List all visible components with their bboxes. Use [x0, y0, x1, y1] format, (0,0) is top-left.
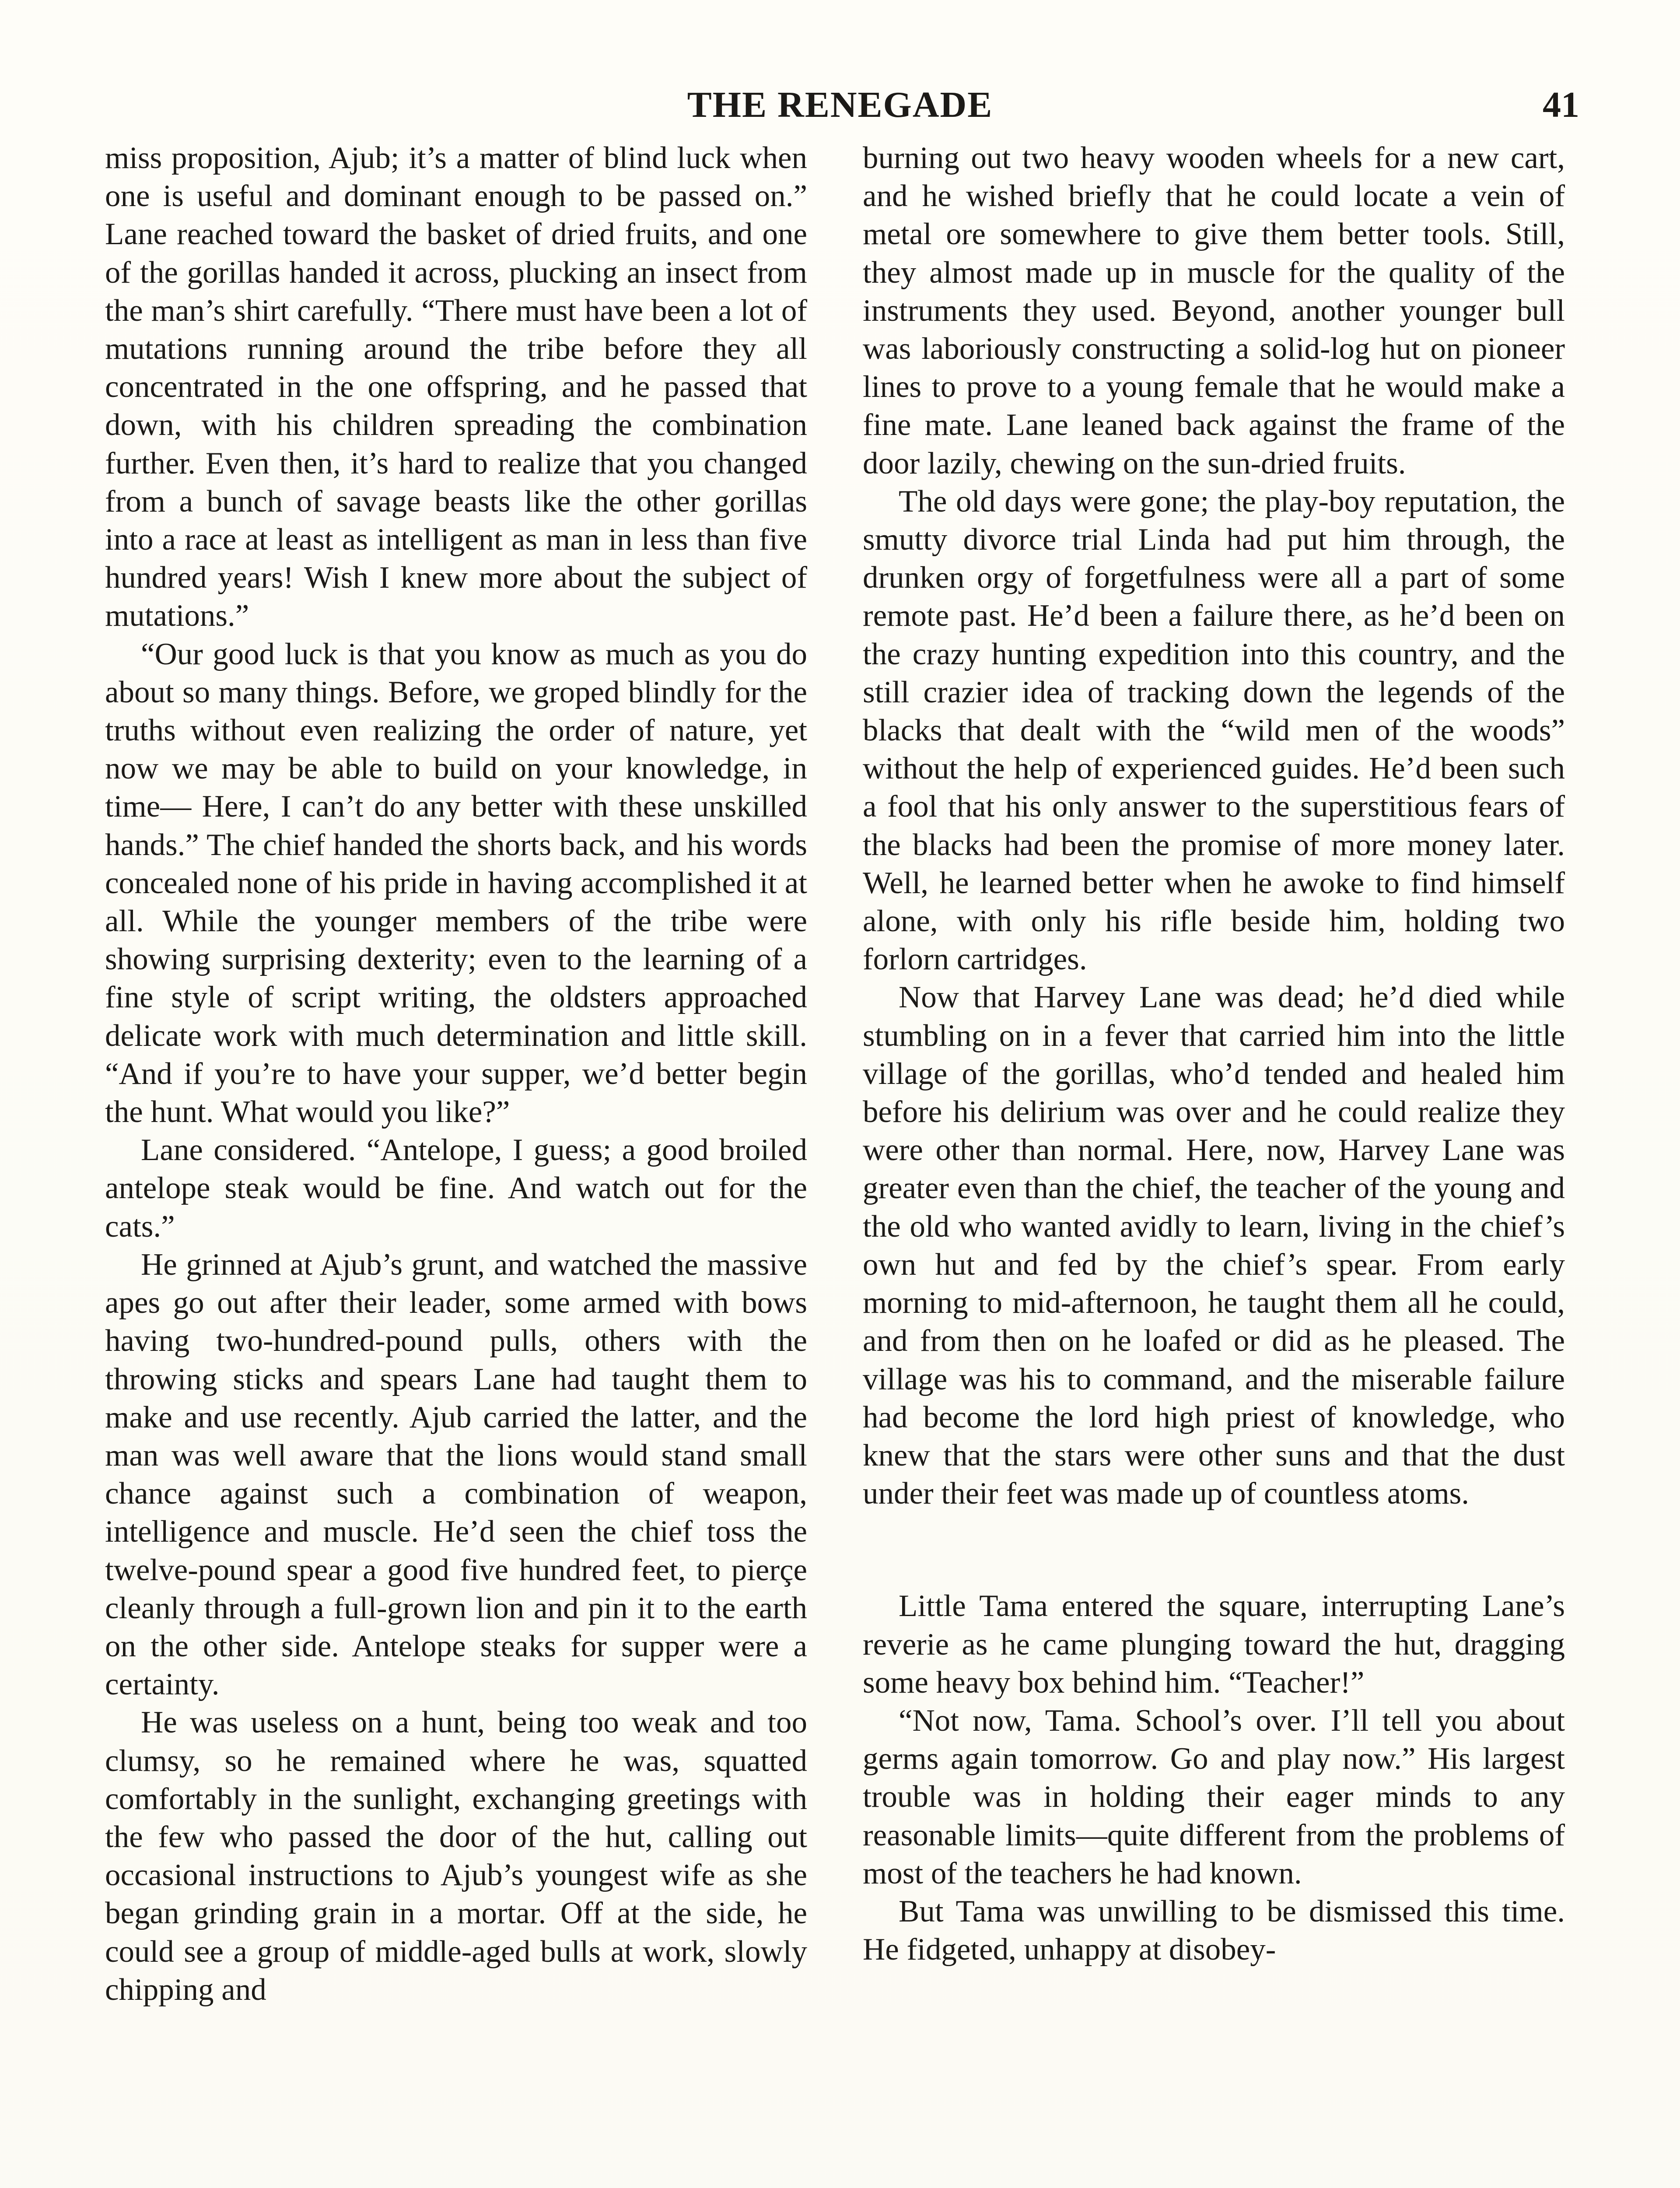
paragraph: Lane considered. “Antelope, I guess; a good broiled antelope steak would be fine. And watch out for the cats.”	[105, 1133, 807, 1244]
paragraph: miss proposition, Ajub; it’s a matter of blind luck when one is useful and dominant enough to be passed on.” Lane reached toward the basket of dried fruits, and one of the gorillas handed it across, plucking an insect from the man’s shirt carefully. “There must have been a lot of mutations running around the tribe before they all concentrated in the one offspring, and he passed that down, with his children spreading the combination further. Even then, it’s hard to realize that you changed from a bunch of savage beasts like the other gorillas into a race at least as intelligent as man in less than five hundred years! Wish I knew more about the subject of mutations.”	[105, 141, 807, 633]
paragraph: The old days were gone; the play-boy reputation, the smutty divorce trial Linda had put him through, the drunken orgy of forgetfulness were all a part of some remote past. He’d been a failure there, as he’d been on the crazy hunting expedition into this country, and the still crazier idea of tracking down the legends of the blacks that dealt with the “wild men of the woods” without the help of experienced guides. He’d been such a fool that his only answer to the superstitious fears of the blacks had been the promise of more money later. Well, he learned better when he awoke to find himself alone, with only his rifle beside him, holding two forlorn cartridges.	[863, 484, 1565, 977]
story-title: THE RENEGADE	[687, 84, 993, 125]
running-header	[0, 77, 1680, 133]
paragraph: Now that Harvey Lane was dead; he’d died while stumbling on in a fever that carried him into the little village of the gorillas, who’d tended and healed him before his delirium was over and he could realize they were other than normal. Here, now, Harvey Lane was greater even than the chief, the teacher of the young and the old who wanted avidly to learn, living in the chief’s own hut and fed by the chief’s spear. From early morning to mid-afternoon, he taught them all he could, and from then on he loafed or did as he pleased. The village was his to command, and the miserable failure had become the lord high priest of knowledge, who knew that the stars were other suns and that the dust under their feet was made up of countless atoms.	[863, 980, 1565, 1511]
right-text-column	[863, 139, 1565, 1969]
page-number: 41	[1543, 84, 1579, 125]
paragraph: But Tama was unwilling to be dismissed this time. He fidgeted, unhappy at disobey-	[863, 1894, 1565, 1967]
paragraph: “Not now, Tama. School’s over. I’ll tell you about germs again tomorrow. Go and play now.” His largest trouble was in holding their eager minds to any reasonable limits—quite different from the problems of most of the teachers he had known.	[863, 1703, 1565, 1890]
paragraph: Little Tama entered the square, interrupting Lane’s reverie as he came plunging toward the hut, dragging some heavy box behind him. “Teacher!”	[863, 1589, 1565, 1700]
paragraph: “Our good luck is that you know as much as you do about so many things. Before, we groped blindly for the truths without even realizing the order of nature, yet now we may be able to build on your knowledge, in time— Here, I can’t do any better with these unskilled hands.” The chief handed the shorts back, and his words concealed none of his pride in having accomplished it at all. While the younger members of the tribe were showing surprising dexterity; even to the learning of a fine style of script writing, the oldsters approached delicate work with much determination and little skill. “And if you’re to have your supper, we’d better begin the hunt. What would you like?”	[105, 637, 807, 1129]
paragraph: burning out two heavy wooden wheels for a new cart, and he wished briefly that he could locate a vein of metal ore somewhere to give them better tools. Still, they almost made up in muscle for the quality of the instruments they used. Beyond, another younger bull was laboriously constructing a solid-log hut on pioneer lines to prove to a young female that he would make a fine mate. Lane leaned back against the frame of the door lazily, chewing on the sun-dried fruits.	[863, 141, 1565, 480]
left-text-column	[105, 139, 807, 2009]
paragraph: He was useless on a hunt, being too weak and too clumsy, so he remained where he was, squatted comfortably in the sunlight, exchanging greetings with the few who passed the door of the hut, calling out occasional instructions to Ajub’s youngest wife as she began grinding grain in a mortar. Off at the side, he could see a group of middle-aged bulls at work, slowly chipping and	[105, 1705, 807, 2007]
paragraph: He grinned at Ajub’s grunt, and watched the massive apes go out after their leader, some armed with bows having two-hundred-pound pulls, others with the throwing sticks and spears Lane had taught them to make and use recently. Ajub carried the latter, and the man was well aware that the lions would stand small chance against such a combination of weapon, intelligence and muscle. He’d seen the chief toss the twelve-pound spear a good five hundred feet, to pierçe cleanly through a full-grown lion and pin it to the earth on the other side. Antelope steaks for supper were a certainty.	[105, 1247, 807, 1702]
